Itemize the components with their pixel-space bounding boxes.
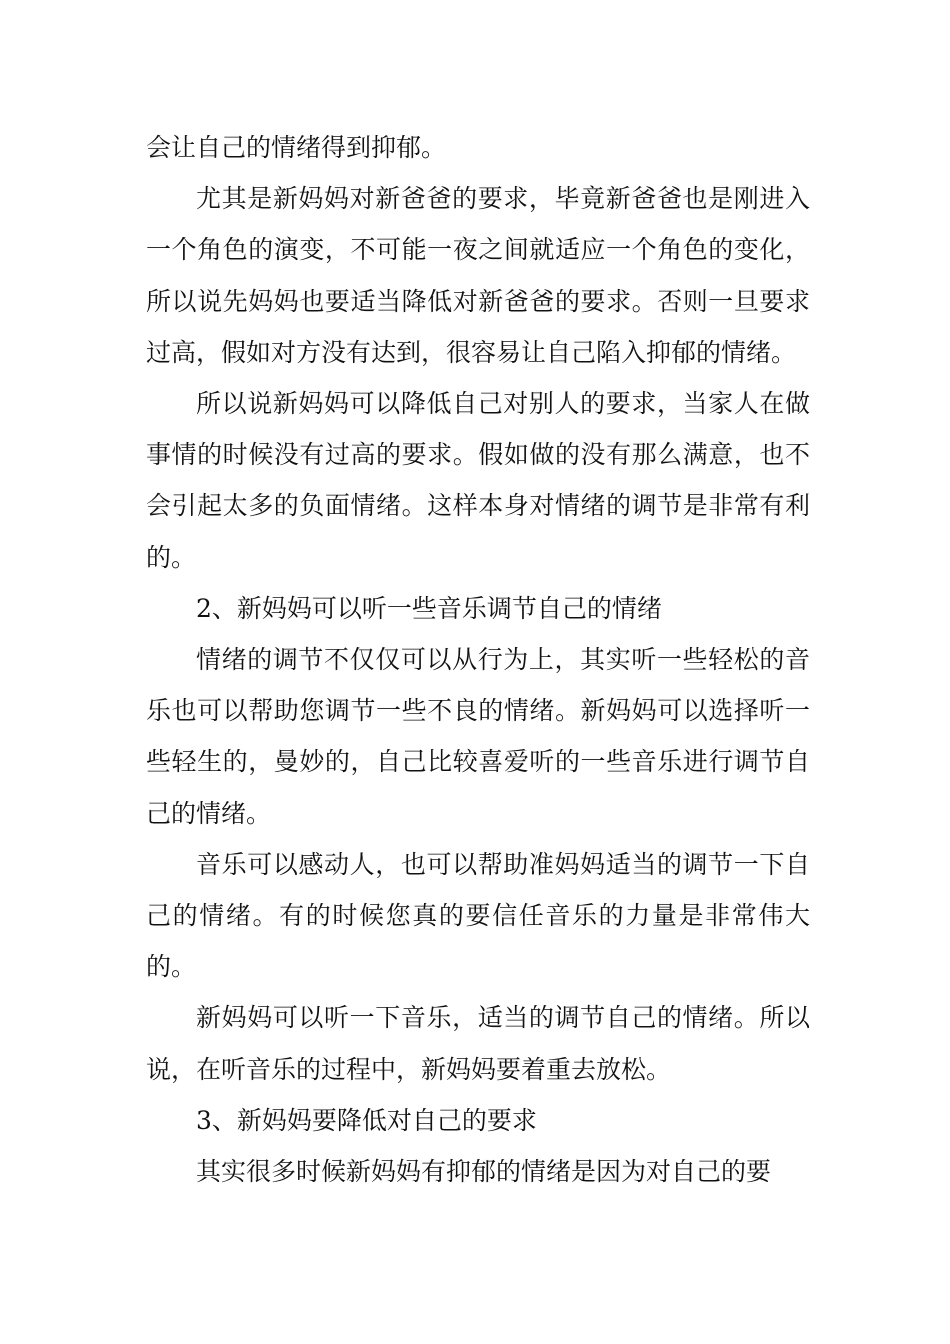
paragraph-lower-expectations: 所以说新妈妈可以降低自己对别人的要求，当家人在做事情的时候没有过高的要求。假如做的没有那么满意，也不会引起太多的负面情绪。这样本身对情绪的调节是非常有利的。 bbox=[146, 389, 810, 572]
paragraph-music-power: 音乐可以感动人，也可以帮助准妈妈适当的调节一下自己的情绪。有的时候您真的要信任音乐的力量是非常伟大的。 bbox=[146, 849, 810, 982]
section-heading-self-requirements: 3、新妈妈要降低对自己的要求 bbox=[196, 1105, 537, 1135]
paragraph-continuation: 会让自己的情绪得到抑郁。 bbox=[146, 133, 447, 162]
paragraph-self-requirements: 其实很多时候新妈妈有抑郁的情绪是因为对自己的要 bbox=[196, 1157, 772, 1187]
paragraph-music-relax: 情绪的调节不仅仅可以从行为上，其实听一些轻松的音乐也可以帮助您调节一些不良的情绪。新妈妈可以选择听一些轻生的，曼妙的，自己比较喜爱听的一些音乐进行调节自己的情绪。 bbox=[146, 645, 810, 828]
paragraph-music-listen: 新妈妈可以听一下音乐，适当的调节自己的情绪。所以说，在听音乐的过程中，新妈妈要着重去放松。 bbox=[146, 1003, 810, 1084]
paragraph-requirements-of-father: 尤其是新妈妈对新爸爸的要求，毕竟新爸爸也是刚进入一个角色的演变，不可能一夜之间就适应一个角色的变化，所以说先妈妈也要适当降低对新爸爸的要求。否则一旦要求过高，假如对方没有达到，很容易让自己陷入抑郁的情绪。 bbox=[146, 184, 810, 367]
section-heading-music: 2、新妈妈可以听一些音乐调节自己的情绪 bbox=[196, 593, 662, 623]
document-page bbox=[146, 122, 810, 1197]
